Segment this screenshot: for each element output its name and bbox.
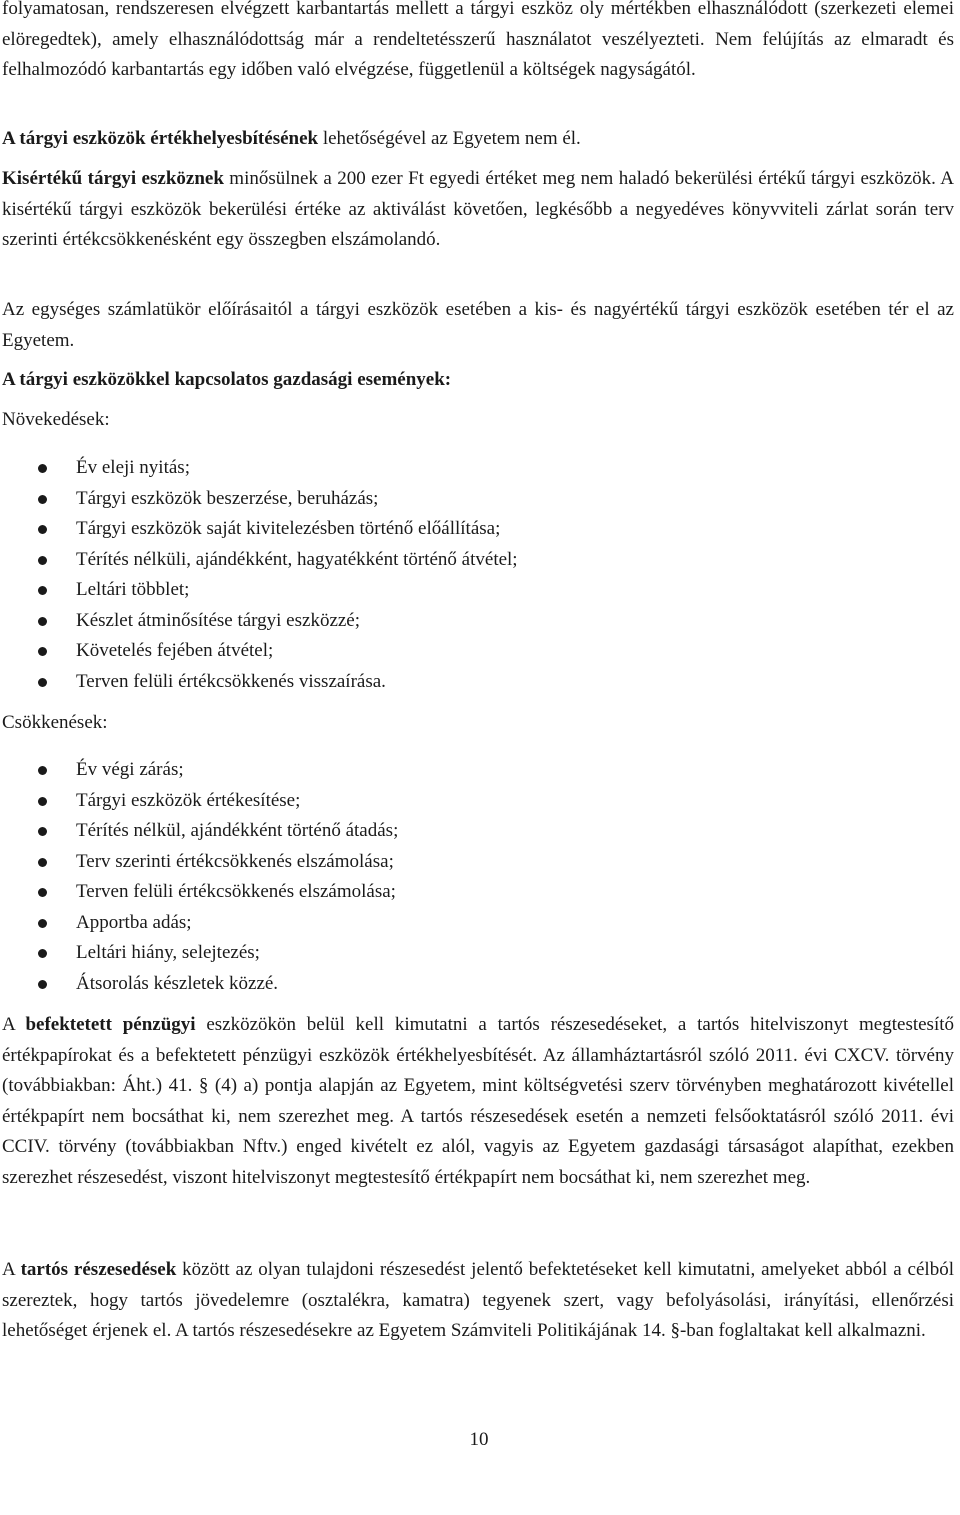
shares-bold: tartós részesedések [20, 1259, 177, 1280]
low-value-text: minősülnek a 200 ezer Ft egyedi értéket meg nem haladó bekerülési értékű tárgyi eszközök. A kisértékű tárgyi eszközök bekerülési értéke az aktiválást követően, legkésőbb a negyedéves könyvviteli zárlat során terv szerinti értékcsökkenésként egy összegben elszámolandó. [2, 168, 955, 250]
list-item [0, 667, 900, 698]
list-item [0, 877, 900, 908]
bullet-icon [38, 586, 47, 595]
list-item-text: Átsorolás készletek közzé. [76, 972, 279, 994]
list-item-text: Tárgyi eszközök értékesítése; [76, 789, 301, 811]
list-item-text: Követelés fejében átvétel; [76, 640, 274, 661]
bullet-icon [38, 858, 47, 867]
shares-lead: A [2, 1259, 21, 1280]
decreases-list [0, 755, 900, 999]
shares-text: között az olyan tulajdoni részesedést jelentő befektetéseket kell kimutatni, amelyeket abból a célból szereztek, hogy tartós jövedelemre (osztalékra, kamatra) tegyenek szert, vagy befolyásolási, irányítási, ellenőrzési lehetőséget érjenek el. A tartós részesedésekre az Egyetem Számviteli Politikájának 14. §-ban foglaltakat kell alkalmazni. [2, 1259, 954, 1341]
bullet-icon [38, 797, 47, 806]
bullet-icon [38, 495, 47, 504]
list-item [0, 484, 900, 515]
bullet-icon [38, 647, 47, 656]
financial-lead: A [2, 1014, 26, 1035]
list-item [0, 786, 900, 817]
paragraph-low-value-assets [2, 164, 954, 256]
list-item [0, 545, 900, 576]
paragraph-revaluation [2, 124, 954, 155]
bullet-icon [38, 525, 47, 534]
heading-events [2, 365, 954, 396]
bullet-icon [38, 919, 47, 928]
list-item [0, 908, 900, 939]
list-item [0, 755, 900, 786]
list-item-text: Terven felüli értékcsökkenés visszaírása. [76, 670, 386, 692]
decreases-label: Csökkenések: [2, 712, 108, 733]
financial-text: eszközökön belül kell kimutatni a tartós részesedéseket, a tartós hitelviszonyt megtestesítő értékpapírokat és a befektetett pénzügyi eszközök értékhelyesbítését. Az államháztartásról szóló 2011. évi CXCV. törvény (továbbiakban: Áht.) 41. § (4) a) pontja alapján az Egyetem, mint költségvetési szerv törvényben meghatározott kivétellel értékpapírt nem bocsáthat ki, nem szerezhet meg. A tartós részesedések esetén a nemzeti felsőoktatásról szóló 2011. évi CCIV. törvény (továbbiakban Nftv.) enged kivételt ez alól, vagyis az Egyetem gazdasági társaságot alapíthat, ezekben szerezhet részesedést, viszont hitelviszonyt megtestesítő értékpapírt nem bocsáthat ki, nem szerezhet meg. [2, 1014, 954, 1188]
increases-label: Növekedések: [2, 409, 110, 430]
list-item-text: Év végi zárás; [76, 759, 184, 780]
list-item-text: Leltári többlet; [76, 579, 190, 600]
list-item [0, 606, 900, 637]
list-item [0, 453, 900, 484]
revaluation-text: lehetőségével az Egyetem nem él. [318, 128, 581, 149]
revaluation-bold: A tárgyi eszközök értékhelyesbítésének [2, 128, 319, 149]
heading-events-text: A tárgyi eszközökkel kapcsolatos gazdasági események: [2, 369, 452, 390]
bullet-icon [38, 980, 47, 989]
bullet-icon [38, 464, 47, 473]
bullet-icon [38, 888, 47, 897]
list-item [0, 969, 900, 1000]
list-item [0, 514, 900, 545]
list-item-text: Térítés nélküli, ajándékként, hagyatékként történő átvétel; [76, 548, 518, 570]
list-item-text: Készlet átminősítése tárgyi eszközzé; [76, 609, 361, 631]
financial-bold: befektetett pénzügyi [25, 1014, 196, 1035]
list-item-text: Terv szerinti értékcsökkenés elszámolása; [76, 850, 394, 872]
paragraph-long-term-shares [2, 1255, 954, 1347]
bullet-icon [38, 766, 47, 775]
increases-list [0, 453, 900, 697]
low-value-bold: Kisértékű tárgyi eszköznek [2, 168, 224, 189]
list-item-text: Térítés nélkül, ajándékként történő átadás; [76, 820, 399, 841]
paragraph-intro: folyamatosan, rendszeresen elvégzett karbantartás mellett a tárgyi eszköz oly mértékben elhasználódott (szerkezeti elemei elöregedtek), amely elhasználódottság már a rendeltetésszerű használatot veszélyezteti. Nem felújítás az elmaradt és felhalmozódó karbantartás egy időben való elvégzése, függetlenül a költségek nagyságától. [2, 0, 954, 80]
bullet-icon [38, 617, 47, 626]
paragraph-deviation: Az egységes számlatükör előírásaitól a tárgyi eszközök esetében a kis- és nagyértékű tárgyi eszközök esetében tér el az Egyetem. [2, 299, 954, 351]
list-item-text: Terven felüli értékcsökkenés elszámolása; [76, 881, 396, 902]
bullet-icon [38, 678, 47, 687]
page-number: 10 [469, 1429, 489, 1450]
list-item [0, 816, 900, 847]
bullet-icon [38, 949, 47, 958]
list-item [0, 636, 900, 667]
bullet-icon [38, 556, 47, 565]
list-item-text: Apportba adás; [76, 911, 192, 933]
list-item [0, 575, 900, 606]
paragraph-financial-assets [2, 1010, 954, 1193]
list-item [0, 847, 900, 878]
list-item-text: Leltári hiány, selejtezés; [76, 942, 260, 963]
list-item [0, 938, 900, 969]
list-item-text: Tárgyi eszközök saját kivitelezésben történő előállítása; [76, 518, 501, 539]
list-item-text: Év eleji nyitás; [76, 457, 190, 478]
list-item-text: Tárgyi eszközök beszerzése, beruházás; [76, 487, 379, 509]
bullet-icon [38, 827, 47, 836]
